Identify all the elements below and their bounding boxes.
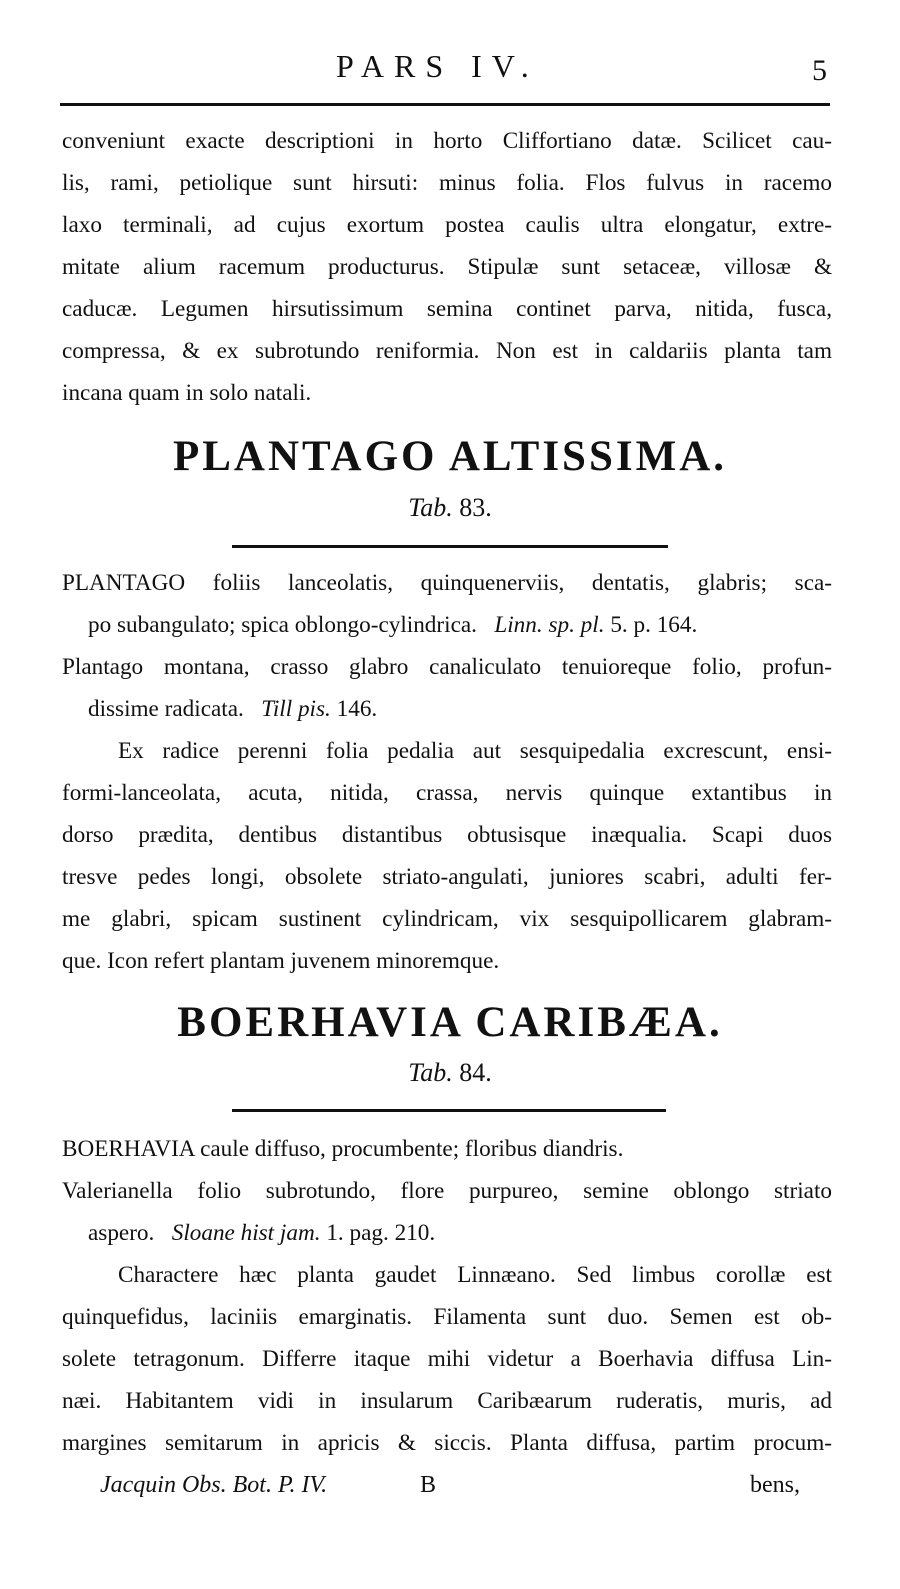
synonym-text: po subangulato; spica oblongo-cylindrica. [88,612,477,638]
catchword: bens, [750,1472,800,1498]
text-line: quinquefidus, laciniis emarginatis. Filamenta sunt duo. Semen est ob- [62,1304,832,1330]
signature-line: Jacquin Obs. Bot. P. IV. [100,1472,328,1498]
synonymy-plantago [62,562,832,730]
text-line: caducæ. Legumen hirsutissimum semina continet parva, nitida, fusca, [62,296,832,322]
synonym-line [88,1212,832,1254]
text-line: Ex radice perenni folia pedalia aut sesquipedalia excrescunt, ensi- [118,738,832,764]
citation: Linn. sp. pl. [494,612,605,638]
description-boerhavia [62,1254,832,1464]
synonymy-boerhavia [62,1128,832,1254]
text-line: mitate alium racemum producturus. Stipulæ sunt setaceæ, villosæ & [62,254,832,280]
tab-reference-83 [0,493,900,523]
description-plantago [62,730,832,982]
synonym-line [88,688,832,730]
section-rule [232,545,668,548]
section-rule [232,1109,666,1112]
citation-page: 146. [336,696,378,722]
citation-page: 5. p. 164. [610,612,698,638]
synonym-text: aspero. [88,1220,155,1246]
text-line: næi. Habitantem vidi in insularum Caribæarum ruderatis, muris, ad [62,1388,832,1414]
running-head [0,48,900,88]
text-line: formi-lanceolata, acuta, nitida, crassa, nervis quinque extantibus in [62,780,832,806]
genus-name: BOERHAVIA [62,1136,195,1162]
text-line: incana quam in solo natali. [62,380,312,406]
text-line: que. Icon refert plantam juvenem minoremque. [62,948,500,974]
synonym-line [88,604,832,646]
page-footer [0,1472,900,1512]
paragraph-continuation [62,120,832,414]
text-line: compressa, & ex subrotundo reniformia. Non est in caldariis planta tam [62,338,832,364]
signature-mark: B [420,1472,437,1498]
synonym-line: Plantago montana, crasso glabro canaliculato tenuioreque folio, profun- [62,654,832,680]
text-line: margines semitarum in apricis & siccis. Planta diffusa, partim procum- [62,1430,832,1456]
citation: Till pis. [261,696,331,722]
text-line: laxo terminali, ad cujus exortum postea caulis ultra elongatur, extre- [62,212,832,238]
synonym-line: Valerianella folio subrotundo, flore purpureo, semine oblongo striato [62,1178,832,1204]
section-heading-plantago: PLANTAGO ALTISSIMA. [172,433,728,480]
citation-page: 1. pag. 210. [326,1220,436,1246]
citation: Sloane hist jam. [171,1220,321,1246]
page-number: 5 [812,54,827,87]
genus-name: PLANTAGO [62,570,186,596]
synonym-line [62,1128,832,1170]
text-line: me glabri, spicam sustinent cylindricam, vix sesquipollicarem glabram- [62,906,832,932]
synonym-text: foliis lanceolatis, quinquenerviis, dentatis, glabris; sca- [212,570,832,596]
running-title: PARS IV. [336,48,539,84]
tab-number: 84. [459,1058,492,1087]
text-line: solete tetragonum. Differre itaque mihi videtur a Boerhavia diffusa Lin- [62,1346,832,1372]
header-rule [60,103,830,106]
synonym-text: dissime radicata. [88,696,244,722]
text-line: lis, rami, petiolique sunt hirsuti: minus folia. Flos fulvus in racemo [62,170,832,196]
tab-label: Tab. [408,1058,453,1087]
text-line: tresve pedes longi, obsolete striato-angulati, juniores scabri, adulti fer- [62,864,832,890]
tab-reference-84 [0,1058,900,1088]
tab-number: 83. [459,493,492,522]
synonym-line [62,562,832,604]
synonym-text: caule diffuso, procumbente; floribus diandris. [200,1136,624,1162]
text-line: dorso prædita, dentibus distantibus obtusisque inæqualia. Scapi duos [62,822,832,848]
tab-label: Tab. [408,493,453,522]
text-line: Charactere hæc planta gaudet Linnæano. Sed limbus corollæ est [118,1262,832,1288]
text-line: conveniunt exacte descriptioni in horto Cliffortiano datæ. Scilicet cau- [62,128,832,154]
section-heading-boerhavia: BOERHAVIA CARIBÆA. [177,999,723,1046]
